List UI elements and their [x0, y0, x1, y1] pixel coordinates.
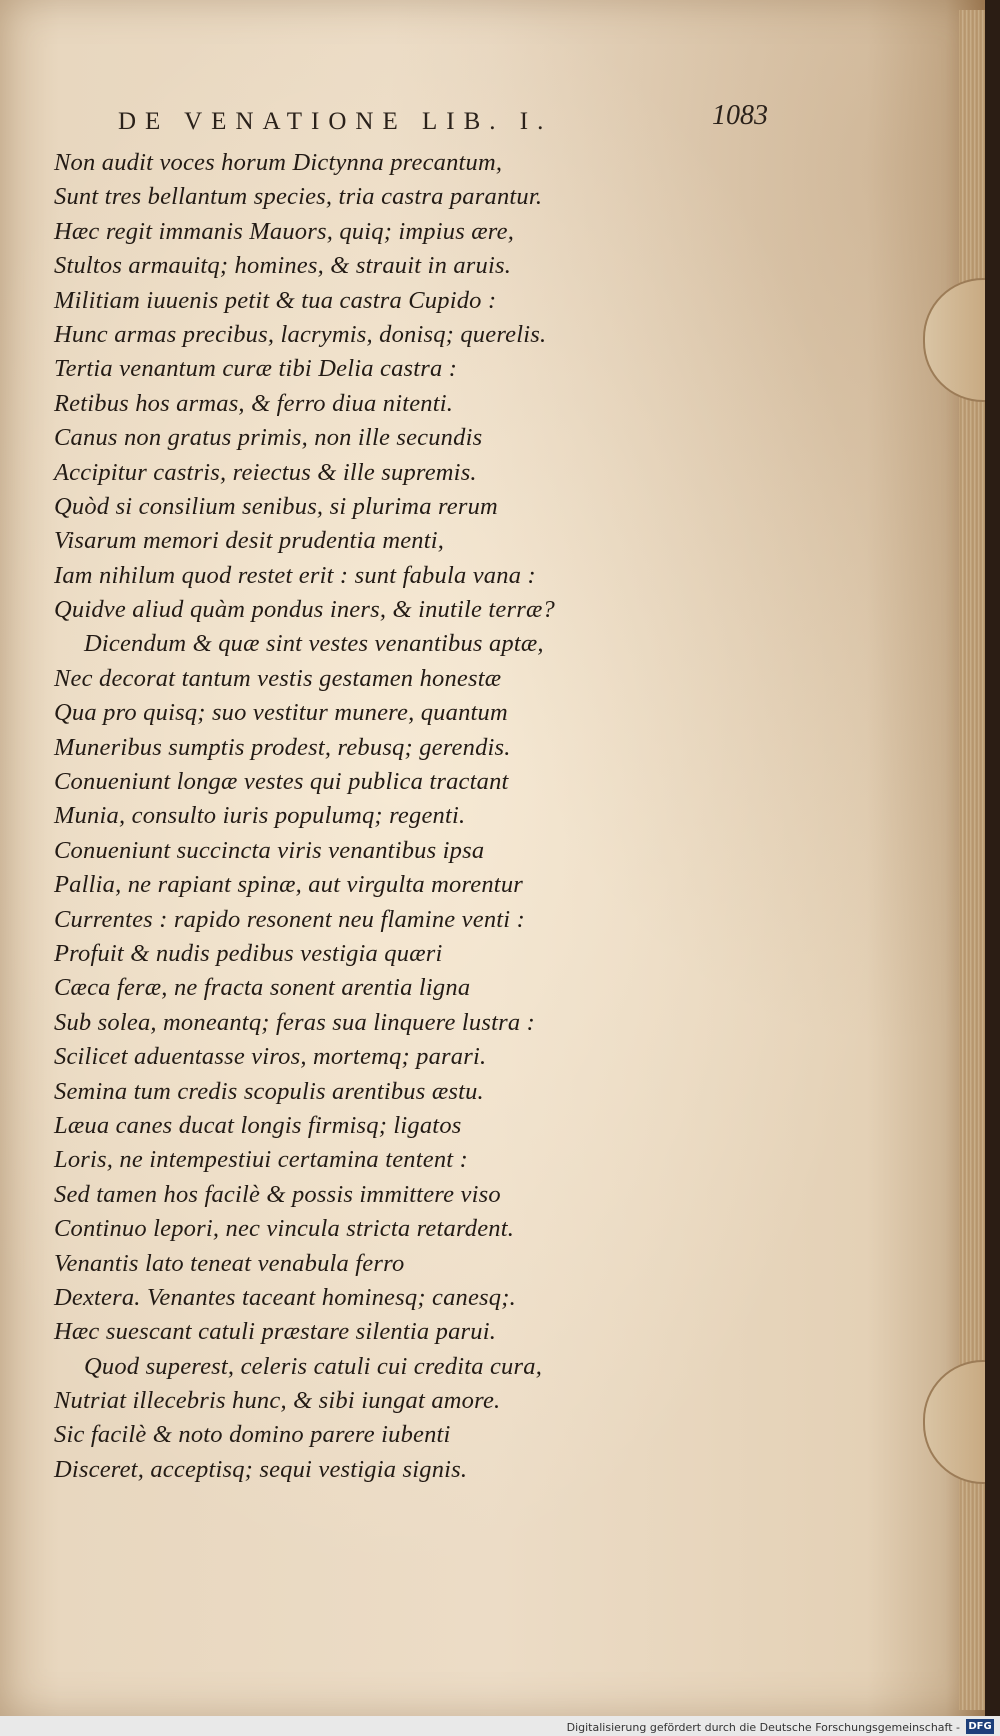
verse-line: Venantis lato teneat venabula ferro	[54, 1249, 405, 1277]
verse-line: Sed tamen hos facilè & possis immittere viso	[54, 1180, 501, 1208]
verse-line: Retibus hos armas, & ferro diua nitenti.	[54, 389, 454, 417]
verse-text-block	[54, 146, 614, 1487]
dfg-logo: DFG	[966, 1719, 994, 1734]
verse-line: Tertia venantum curæ tibi Delia castra :	[54, 355, 458, 383]
verse-line: Scilicet aduentasse viros, mortemq; parari.	[54, 1043, 487, 1071]
footer-band	[0, 1716, 1000, 1736]
verse-line: Sunt tres bellantum species, tria castra parantur.	[54, 183, 543, 211]
verse-line: Quod superest, celeris catuli cui credita cura,	[84, 1352, 543, 1380]
verse-line: Quòd si consilium senibus, si plurima rerum	[54, 492, 498, 520]
verse-line: Cæca feræ, ne fracta sonent arentia ligna	[54, 974, 471, 1002]
verse-line: Semina tum credis scopulis arentibus æstu.	[54, 1077, 484, 1105]
verse-line: Loris, ne intempestiui certamina tentent :	[54, 1146, 468, 1174]
verse-line: Militiam iuuenis petit & tua castra Cupido :	[54, 286, 497, 314]
verse-line: Dextera. Venantes taceant hominesq; canesq;.	[54, 1283, 516, 1311]
verse-line: Conueniunt longæ vestes qui publica tractant	[54, 768, 509, 796]
verse-line: Qua pro quisq; suo vestitur munere, quantum	[54, 699, 508, 727]
verse-line: Læua canes ducat longis firmisq; ligatos	[54, 1111, 462, 1139]
verse-line: Canus non gratus primis, non ille secundis	[54, 424, 483, 452]
verse-line: Nec decorat tantum vestis gestamen honestæ	[54, 664, 502, 692]
page-number: 1083	[712, 100, 768, 131]
verse-line: Muneribus sumptis prodest, rebusq; gerendis.	[54, 733, 511, 761]
verse-line: Dicendum & quæ sint vestes venantibus aptæ,	[84, 630, 544, 658]
verse-line: Sub solea, moneantq; feras sua linquere lustra :	[54, 1008, 535, 1036]
verse-line: Pallia, ne rapiant spinæ, aut virgulta morentur	[54, 871, 524, 899]
verse-line: Munia, consulto iuris populumq; regenti.	[54, 802, 466, 830]
verse-line: Continuo lepori, nec vincula stricta retardent.	[54, 1215, 515, 1243]
verse-line: Sic facilè & noto domino parere iubenti	[54, 1421, 451, 1449]
verse-line: Iam nihilum quod restet erit : sunt fabula vana :	[54, 561, 536, 589]
verse-line: Visarum memori desit prudentia menti,	[54, 527, 445, 555]
verse-line: Quidve aliud quàm pondus iners, & inutile terræ?	[54, 596, 555, 624]
verse-line: Conueniunt succincta viris venantibus ipsa	[54, 836, 485, 864]
verse-line: Hæc regit immanis Mauors, quiq; impius ære,	[54, 217, 515, 245]
verse-line: Non audit voces horum Dictynna precantum,	[54, 149, 503, 176]
page-tab-upper	[923, 278, 985, 402]
verse-line: Hæc suescant catuli præstare silentia parui.	[54, 1318, 497, 1346]
funding-credit: Digitalisierung gefördert durch die Deutsche Forschungsgemeinschaft -	[566, 1721, 960, 1734]
verse-line: Disceret, acceptisq; sequi vestigia signis.	[54, 1455, 468, 1483]
verse-line: Nutriat illecebris hunc, & sibi iungat amore.	[54, 1387, 501, 1415]
verse-line: Profuit & nudis pedibus vestigia quæri	[54, 939, 443, 967]
verse-line: Currentes : rapido resonent neu flamine venti :	[54, 905, 525, 933]
running-head: DE VENATIONE LIB. I.	[118, 108, 553, 135]
verse-line: Hunc armas precibus, lacrymis, donisq; querelis.	[54, 320, 547, 348]
page-tab-lower	[923, 1360, 985, 1484]
verse-line: Stultos armauitq; homines, & strauit in aruis.	[54, 252, 512, 280]
verse-line: Accipitur castris, reiectus & ille supremis.	[54, 458, 477, 486]
